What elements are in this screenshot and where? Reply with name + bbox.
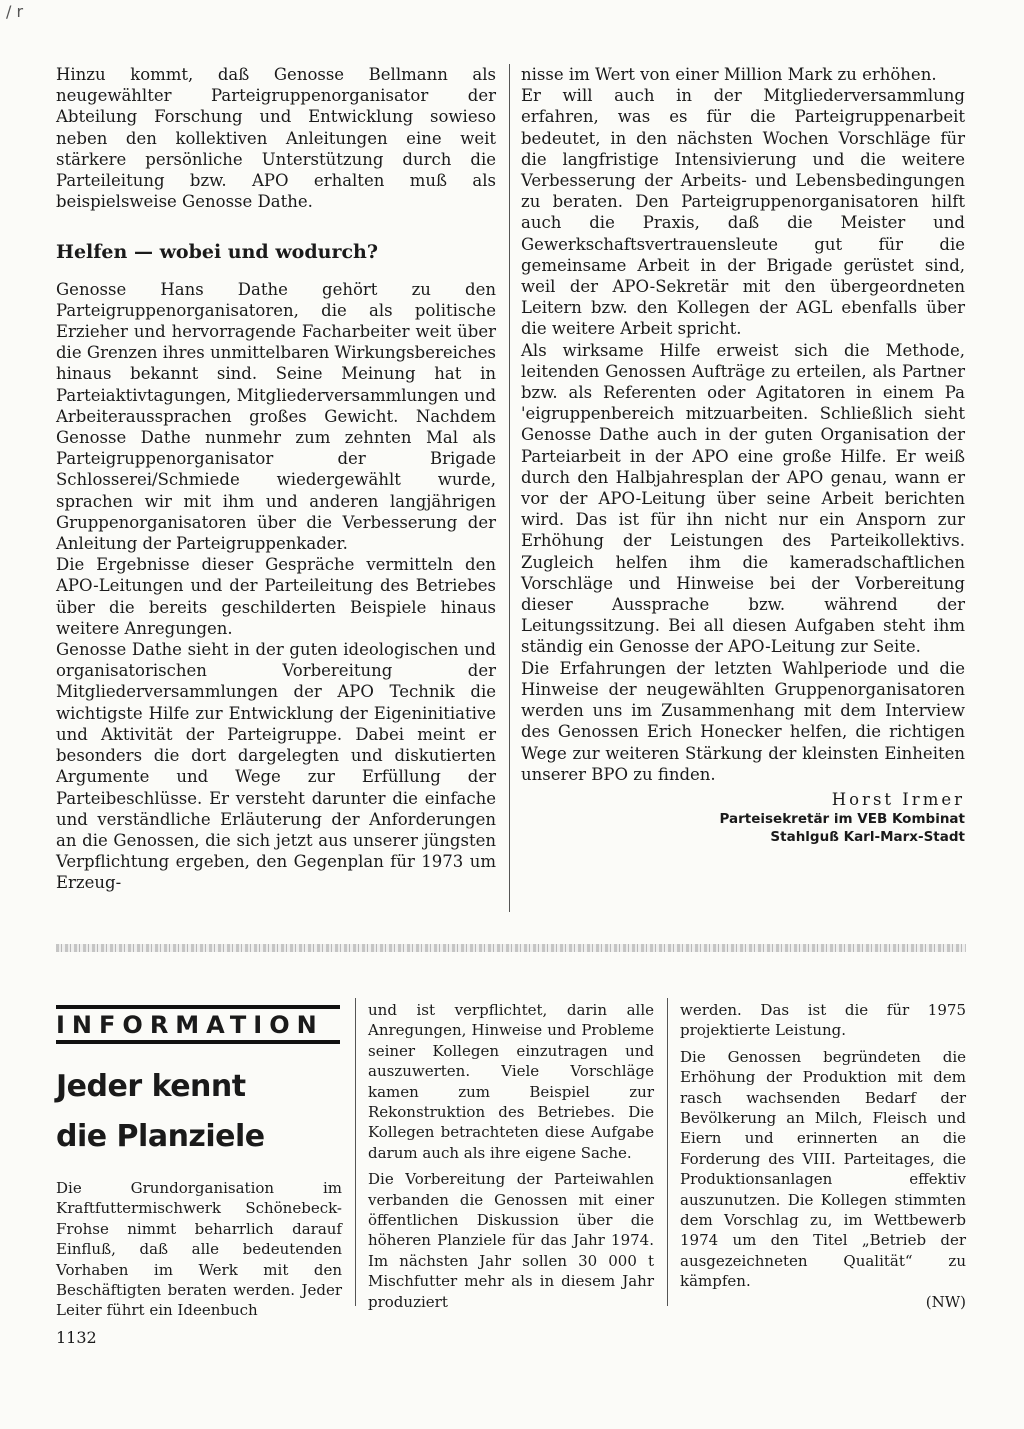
body-paragraph: Die Vorbereitung der Parteiwahlen verbanden die Genossen mit einer öffentlichen Diskussion über die höheren Planziele für das Jahr 1974. Im nächsten Jahr sollen 30 000 t Mischfutter mehr als in diesem Jahr produziert <box>368 1170 654 1311</box>
intro-paragraph: Hinzu kommt, daß Genosse Bellmann als neugewählter Parteigruppenorganisator der Abteilung Forschung und Entwicklung sowieso neben den kollektiven Anleitungen eine weit stärkere persönliche Unterstützung durch die Parteileitung bzw. APO erhalten muß als beispielsweise Genosse Dathe. <box>56 65 496 212</box>
information-title <box>56 1062 346 1162</box>
information-column-2 <box>368 1000 654 1312</box>
article-column-right <box>521 64 965 846</box>
source-initials: (NW) <box>925 1292 966 1311</box>
body-paragraph: Genosse Hans Dathe gehört zu den Parteigruppenorganisatoren, die als politische Erzieher und hervorragende Facharbeiter weit über die Grenzen ihres unmittelbaren Wirkungsbereiches hinaus bekannt sind. Seine Meinung hat in Parteiaktivtagungen, Mitgliederversammlungen und Arbeiteraussprachen großes Gewicht. Nachdem Genosse Dathe nunmehr zum zehnten Mal als Parteigruppenorganisator der Brigade Schlosserei/Schmiede wiedergewählt wurde, sprachen wir mit ihm und anderen langjährigen Gruppenorganisatoren über die Verbesserung der Anleitung der Parteigruppenkader. <box>56 279 496 554</box>
section-separator <box>56 944 966 952</box>
author-organization: Stahlguß Karl-Marx-Stadt <box>770 829 965 846</box>
body-paragraph: werden. Das ist die für 1975 projektierte Leistung. <box>680 1001 966 1040</box>
body-paragraph: Die Erfahrungen der letzten Wahlperiode und die Hinweise der neugewählten Gruppenorganisatoren werden uns im Zusammenhang mit dem Interview des Genossen Erich Honecker helfen, die richtigen Wege zur weiteren Stärkung der kleinsten Einheiten unserer BPO zu finden. <box>521 658 965 784</box>
author-signature <box>521 789 965 846</box>
body-paragraph: und ist verpflichtet, darin alle Anregungen, Hinweise und Probleme seiner Kollegen einzutragen und auszuwerten. Viele Vorschläge kamen zum Beispiel zur Rekonstruktion des Betriebes. Die Kollegen betrachteten diese Aufgabe darum auch als ihre eigene Sache. <box>368 1001 654 1162</box>
column-divider <box>667 998 668 1306</box>
section-subheading: Helfen — wobei und wodurch? <box>56 241 378 264</box>
column-divider <box>509 64 510 912</box>
body-paragraph: Er will auch in der Mitgliederversammlung erfahren, was es für die Parteigruppenarbeit bedeutet, in den nächsten Wochen Vorschläge für die langfristige Intensivierung und die weitere Verbesserung der Arbeits- und Lebensbedingungen zu beraten. Den Parteigruppenorganisatoren hilft auch die Praxis, daß die Meister und Gewerkschaftsvertrauensleute gut für die gemeinsame Arbeit in der Brigade gerüstet sind, weil der APO-Sekretär mit den übergeordneten Leitern bzw. den Kollegen der AGL ebenfalls über die weitere Arbeit spricht. <box>521 86 965 339</box>
author-name: Horst Irmer <box>831 789 965 809</box>
body-paragraph: Die Genossen begründeten die Erhöhung der Produktion mit dem rasch wachsenden Bedarf der Bevölkerung an Milch, Fleisch und Eiern und erinnerten an die Forderung des VIII. Parteitages, die Produktionsanlagen effektiv auszunutzen. Die Kollegen stimmten dem Vorschlag zu, im Wettbewerb 1974 um den Titel „Betrieb der ausgezeichneten Qualität“ zu kämpfen. <box>680 1047 966 1291</box>
information-label: INFORMATION <box>56 1011 324 1039</box>
corner-mark: / r <box>6 2 24 21</box>
page-number: 1132 <box>56 1328 97 1347</box>
column-divider <box>355 998 356 1306</box>
body-paragraph: Die Grundorganisation im Kraftfuttermischwerk Schönebeck-Frohse nimmt beharrlich darauf Einfluß, daß alle bedeutenden Vorhaben im Werk mit den Beschäftigten beraten werden. Jeder Leiter führt ein Ideenbuch <box>56 1179 342 1320</box>
information-banner <box>56 1005 340 1044</box>
title-line: Jeder kennt <box>56 1069 246 1104</box>
body-paragraph: Genosse Dathe sieht in der guten ideologischen und organisatorischen Vorbereitung der Mitgliederversammlungen der APO Technik die wichtigste Hilfe zur Entwicklung der Eigeninitiative und Aktivität der Parteigruppe. Dabei meint er besonders die dort dargelegten und diskutierten Argumente und Wege zur Erfüllung der Parteibeschlüsse. Er versteht darunter die einfache und verständliche Erläuterung der Anforderungen an die Genossen, die sich jetzt aus unserer jüngsten Verpflichtung ergeben, den Gegenplan für 1973 um Erzeug- <box>56 640 496 893</box>
body-paragraph: Die Ergebnisse dieser Gespräche vermitteln den APO-Leitungen und der Parteileitung des Betriebes über die bereits geschilderten Beispiele hinaus weitere Anregungen. <box>56 555 496 638</box>
body-paragraph: Als wirksame Hilfe erweist sich die Methode, leitenden Genossen Aufträge zu erteilen, als Partner bzw. als Referenten oder Agitatoren in einem Pa 'eigruppenbereich mitzuarbeiten. Schließlich sieht Genosse Dathe auch in der guten Organisation der Parteiarbeit in der APO eine große Hilfe. Er weiß durch den Halbjahresplan der APO genau, wann er vor der APO-Leitung über seine Arbeit berichten wird. Das ist für ihn nicht nur ein Ansporn zur Erhöhung der Leistungen des Parteikollektivs. Zugleich helfen ihm die kameradschaftlichen Vorschläge und Hinweise bei der Vorbereitung dieser Aussprache bzw. während der Leitungssitzung. Bei all diesen Aufgaben steht ihm ständig ein Genosse der APO-Leitung zur Seite. <box>521 340 965 657</box>
author-role: Parteisekretär im VEB Kombinat <box>719 811 965 828</box>
body-paragraph: nisse im Wert von einer Million Mark zu erhöhen. <box>521 65 937 84</box>
information-column-3 <box>680 1000 966 1312</box>
article-column-left <box>56 64 496 894</box>
title-line: die Planziele <box>56 1119 265 1154</box>
information-column-1 <box>56 1178 342 1321</box>
